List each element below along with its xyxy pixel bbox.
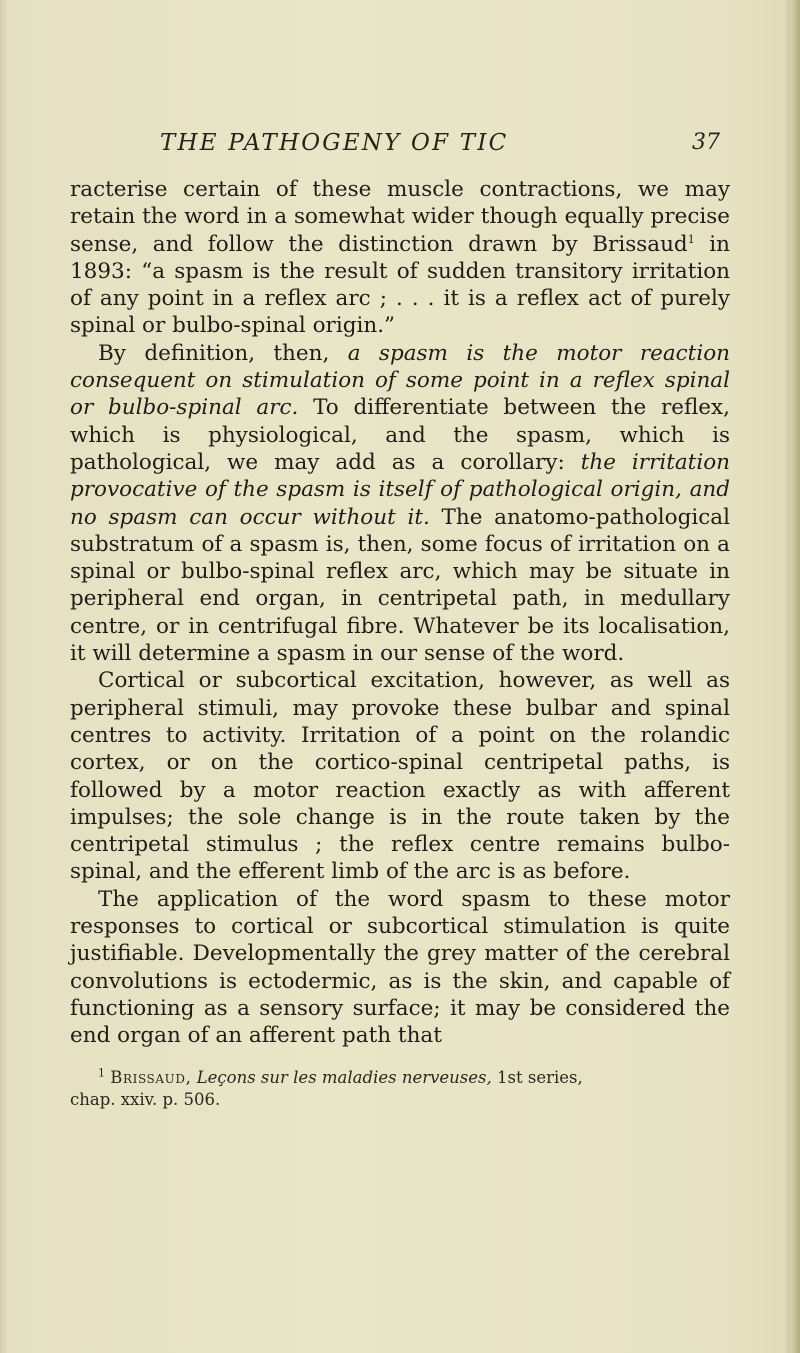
page-header — [160, 130, 720, 164]
p1-text-a: racterise certain of these muscle contractions, we may retain the word in a somewhat wider though equally precise sense, and follow the distinction drawn by Brissaud — [70, 177, 730, 257]
paragraph-4: The application of the word spasm to these motor responses to cortical or subcortical stimulation is quite justifiable. Developmentally the grey matter of the cerebral convolutions is ectodermic, as is the skin, and capable of functioning as a sensory surface; it may be considered the end organ of an afferent path that — [70, 886, 730, 1049]
p2-text-b: To differentiate between the reflex, which is physiological, and the spasm, which is pathological, we may add as a corollary: — [70, 395, 730, 475]
footnote-ref: 1 — [687, 232, 695, 246]
running-head: THE PATHOGENY OF TIC — [160, 130, 509, 156]
footnote — [70, 1067, 730, 1111]
footnote-series: 1st series, — [491, 1068, 583, 1087]
footnote-line-1 — [70, 1067, 730, 1089]
footnote-author: Brissaud, — [110, 1068, 192, 1087]
paragraph-3: Cortical or subcortical excitation, however, as well as peripheral stimuli, may provoke these bulbar and spinal centres to activity. Irritation of a point on the rolandic cortex, or on the cortico-spinal centripetal paths, is followed by a motor reaction exactly as with afferent impulses; the sole change is in the route taken by the centripetal stimulus ; the reflex centre remains bulbo-spinal, and the efferent limb of the arc is as before. — [70, 668, 730, 885]
p2-text-c: The anatomo-pathological substratum of a spasm is, then, some focus of irritation on a spinal or bulbo-spinal reflex arc, which may be situate in peripheral end organ, in centripetal path, in medullary centre, or in centrifugal fibre. Whatever be its localisation, it will determine a spasm in our sense of the word. — [70, 504, 731, 667]
footnote-title: Leçons sur les maladies nerveuses, — [196, 1068, 492, 1087]
p2-definition-italic: a spasm is the motor reaction consequent on stimulation of some point in a reflex spinal or bulbo-spinal arc. — [70, 340, 730, 421]
footnote-marker: 1 — [98, 1066, 105, 1080]
page-edge — [790, 0, 800, 1353]
p2-corollary-italic: the irritation provocative of the spasm is itself of pathological origin, and no spasm can occur without it. — [70, 449, 730, 530]
page-gutter-shadow — [0, 0, 8, 1353]
page-number: 37 — [692, 130, 720, 155]
footnote-line-2: chap. xxiv. p. 506. — [70, 1090, 221, 1109]
p1-text-b: in 1893: “a spasm is the result of sudden transitory irritation of any point in a reflex arc ; . . . it is a reflex act of purely spinal or bulbo-spinal origin.” — [70, 231, 730, 339]
p2-text-a: By definition, then, — [98, 340, 348, 366]
paragraph-1 — [70, 176, 730, 340]
body-text — [70, 176, 730, 1050]
paragraph-2 — [70, 340, 730, 668]
